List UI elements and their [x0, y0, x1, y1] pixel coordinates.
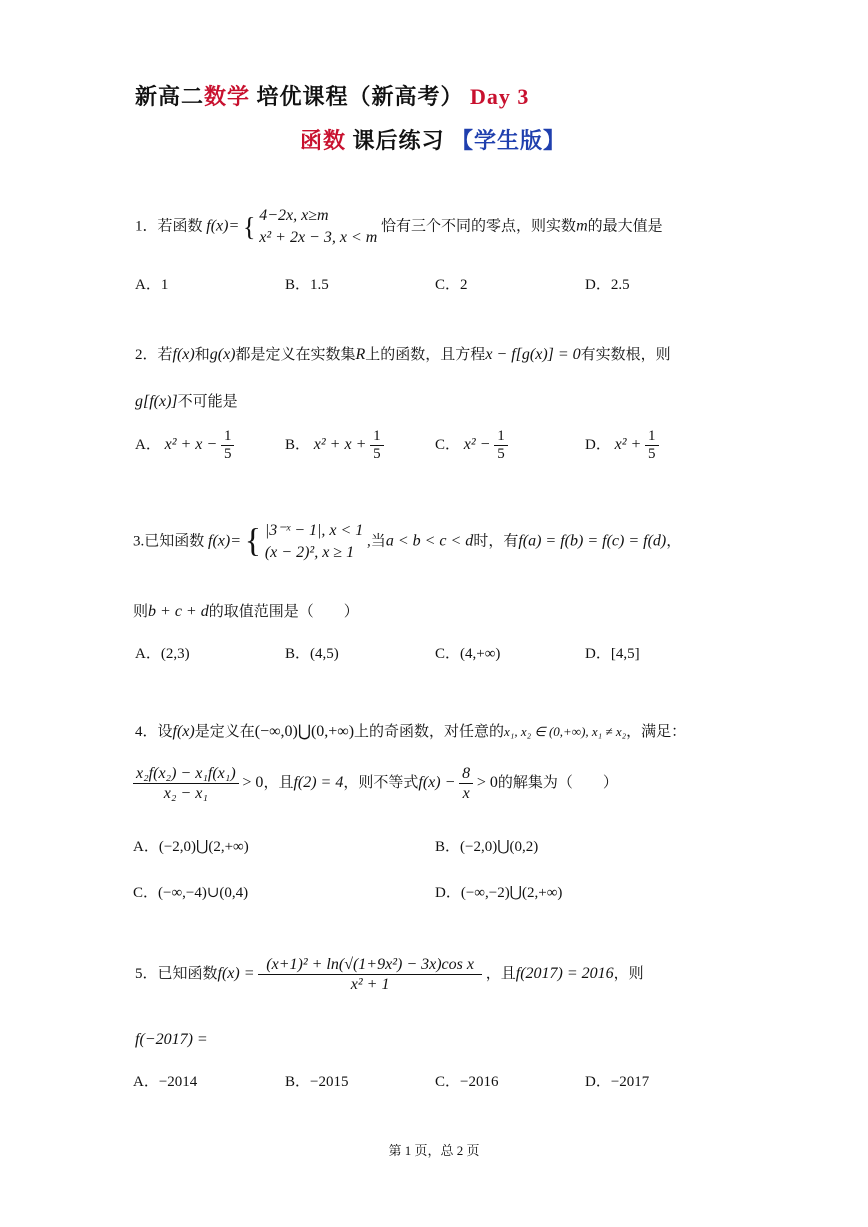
page-title: 新高二数学 培优课程（新高考） Day 3 — [135, 84, 530, 109]
brace-icon: { — [244, 522, 262, 560]
fraction: $\frac{1}{5}$ — [370, 428, 384, 463]
piecewise-cases: |3⁻ˣ − 1|, x < 1 (x − 2)², x ≥ 1 — [264, 522, 364, 561]
question-5: 5．已知函数f(x) = $\frac{\text{(x+1)² + ln(√(1+9x²) − 3x)cos x}}{\text{x² + 1}}$ ，且f(2017) = 2016，则 — [135, 956, 644, 994]
title-day: Day 3 — [470, 84, 530, 109]
question-3: 3.已知函数 f(x)= { |3⁻ˣ − 1|, x < 1 (x − 2)², x ≥ 1 ,当a < b < c < d时，有f(a) = f(b) = f(c) = f(d)， — [133, 520, 681, 564]
fraction: $\frac{1}{5}$ — [221, 428, 235, 463]
q2-option-b: B． x² + x + $\frac{1}{5}$ — [285, 428, 384, 463]
q3-option-c: C．(4,+∞) — [435, 646, 501, 662]
q2-option-c: C． x² − $\frac{1}{5}$ — [435, 428, 508, 463]
q5-option-c: C．−2016 — [435, 1074, 499, 1090]
student-edition-label: 【学生版】 — [451, 128, 567, 153]
q3-option-b: B．(4,5) — [285, 646, 339, 662]
question-3-line-2: 则b + c + d的取值范围是（ ） — [133, 603, 359, 620]
q5-option-b: B．−2015 — [285, 1074, 349, 1090]
title-subject: 数学 — [204, 84, 251, 109]
q5-option-d: D．−2017 — [585, 1074, 650, 1090]
q1-option-a: A．1 — [135, 277, 169, 293]
question-1: 1．若函数 f(x)= { 4−2x, x≥m x² + 2x − 3, x < m 恰有三个不同的零点，则实数m的最大值是 — [135, 205, 663, 249]
q3-option-d: D．[4,5] — [585, 646, 640, 662]
q4-option-a: A．(−2,0)⋃(2,+∞) — [133, 839, 249, 855]
brace-icon: { — [243, 212, 256, 242]
question-2-line-2: g[f(x)]不可能是 — [135, 393, 238, 410]
q5-option-a: A．−2014 — [133, 1074, 198, 1090]
question-2: 2．若f(x)和g(x)都是定义在实数集R上的函数，且方程x − f[g(x)] = 0有实数根，则 — [135, 346, 671, 363]
q1-option-c: C．2 — [435, 277, 468, 293]
question-4: 4．设f(x)是定义在(−∞,0)⋃(0,+∞)上的奇函数，对任意的x₁, x₂ ∈ (0,+∞), x₁ ≠ x₂，满足： — [135, 723, 687, 740]
q4-option-d: D．(−∞,−2)⋃(2,+∞) — [435, 885, 563, 901]
q4-option-b: B．(−2,0)⋃(0,2) — [435, 839, 539, 855]
q3-option-a: A．(2,3) — [135, 646, 190, 662]
page-footer: 第 1 页，总 2 页 — [388, 1143, 480, 1158]
fraction: $\frac{1}{5}$ — [494, 428, 508, 463]
page-subtitle: 函数 课后练习 【学生版】 — [300, 128, 567, 153]
q1-option-d: D．2.5 — [585, 277, 630, 293]
q4-option-c: C．(−∞,−4)∪(0,4) — [133, 885, 249, 901]
q1-option-b: B．1.5 — [285, 277, 329, 293]
fraction: $\frac{8}{x}$ — [459, 764, 473, 803]
piecewise-cases: 4−2x, x≥m x² + 2x − 3, x < m — [259, 207, 378, 246]
question-5-line-2: f(−2017) = — [135, 1031, 208, 1048]
fraction: $\frac{\text{(x+1)² + ln(√(1+9x²) − 3x)cos x}}{\text{x² + 1}}$ — [258, 955, 482, 994]
question-4-line-2: $\frac{\text{x₂f(x₂) − x₁f(x₁)}}{\text{x₂ − x₁}}$ > 0，且f(2) = 4，则不等式f(x) − $\frac{8}{x}$ > 0的解集为（ ） — [133, 764, 618, 803]
fraction: $\frac{1}{5}$ — [645, 428, 659, 463]
q2-option-d: D． x² + $\frac{1}{5}$ — [585, 428, 659, 463]
fraction: $\frac{\text{x₂f(x₂) − x₁f(x₁)}}{\text{x₂ − x₁}}$ — [133, 764, 239, 803]
q2-option-a: A． x² + x − $\frac{1}{5}$ — [135, 428, 234, 463]
